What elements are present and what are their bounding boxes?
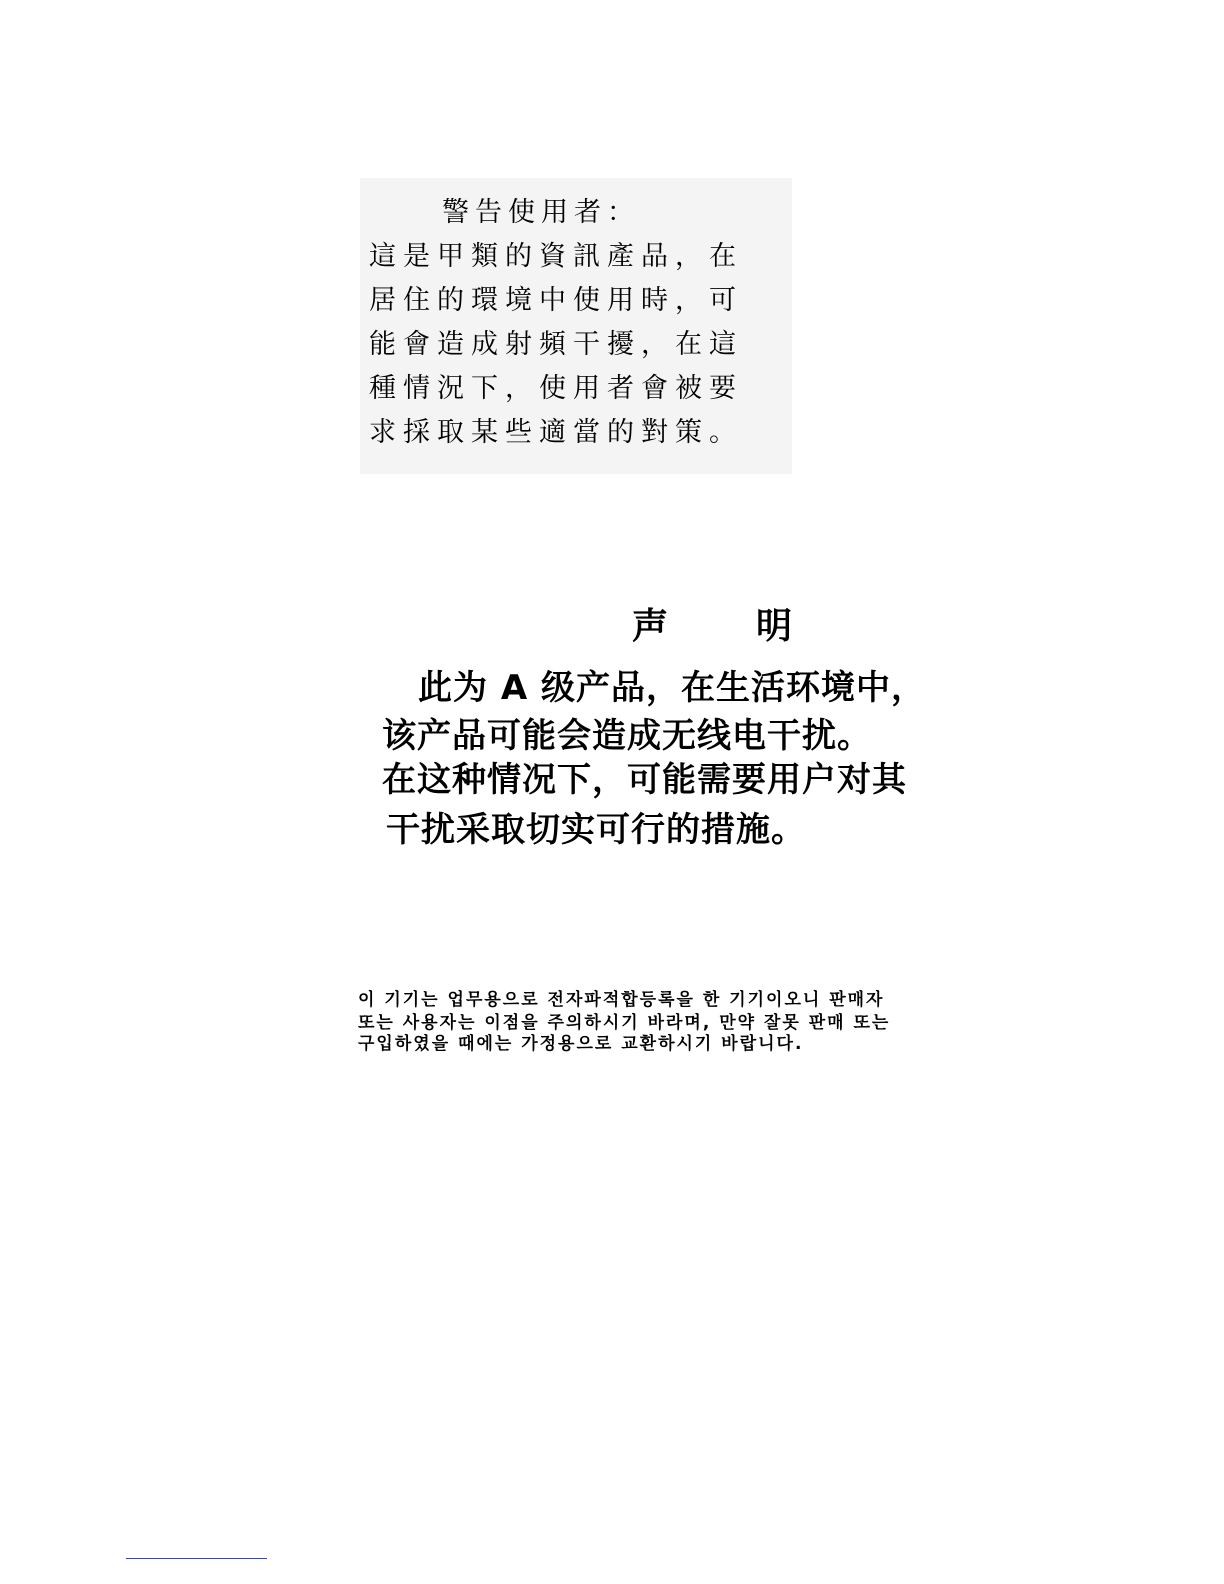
korea-notice-line: 이 기기는 업무용으로 전자파적합등록을 한 기기이오니 판매자 (358, 990, 885, 1010)
taiwan-notice-line: 能會造成射頻干擾，在這 (369, 329, 743, 360)
korea-notice-line: 또는 사용자는 이점을 주의하시기 바라며, 만약 잘못 판매 또는 (358, 1013, 891, 1033)
taiwan-notice-line: 種情況下，使用者會被要 (369, 373, 743, 404)
taiwan-notice-line: 居住的環境中使用時，可 (369, 285, 743, 316)
taiwan-class-a-notice (360, 178, 792, 474)
china-notice-title (632, 598, 792, 649)
footnote-rule (126, 1558, 267, 1559)
china-notice-line: 该产品可能会造成无线电干扰。 (382, 716, 872, 756)
china-notice-line: 在这种情况下，可能需要用户对其 (382, 760, 907, 800)
china-notice-line: 干扰采取切实可行的措施。 (386, 810, 806, 850)
taiwan-notice-line: 求採取某些適當的對策。 (369, 417, 743, 448)
china-notice-title-right: 明 (756, 606, 793, 647)
china-notice-line: 此为 A 级产品，在生活环境中， (418, 668, 926, 708)
taiwan-notice-line: 這是甲類的資訊產品，在 (369, 241, 743, 272)
china-notice-title-left: 声 (632, 606, 669, 647)
taiwan-notice-title: 警告使用者： (442, 197, 640, 228)
korea-notice-line: 구입하였을 때에는 가정용으로 교환하시기 바랍니다. (358, 1034, 804, 1054)
